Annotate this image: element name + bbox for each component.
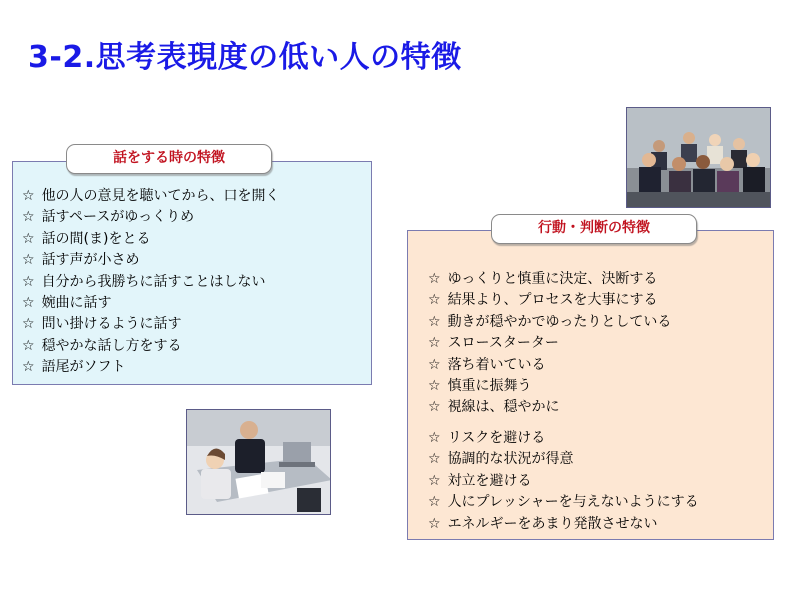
- talk-features-list: [22, 186, 280, 379]
- star-icon: ☆: [22, 273, 35, 290]
- star-icon: ☆: [22, 316, 35, 333]
- talk-features-heading: 話をする時の特徴: [66, 144, 272, 174]
- star-icon: ☆: [22, 188, 35, 204]
- list-item: ☆ 語尾がソフト: [22, 359, 126, 376]
- star-icon: ☆: [428, 271, 441, 287]
- star-icon: ☆: [22, 295, 35, 312]
- list-item: ☆ 人にプレッシャーを与えないようにする: [428, 494, 699, 511]
- list-item: ☆ 他の人の意見を聴いてから、口を開く: [22, 188, 280, 204]
- star-icon: ☆: [428, 451, 441, 468]
- star-icon: ☆: [428, 356, 441, 373]
- list-item: ☆ スロースターター: [428, 335, 559, 352]
- list-item: ☆ 結果より、プロセスを大事にする: [428, 292, 658, 309]
- list-item: ☆ 対立を避ける: [428, 472, 532, 489]
- list-item: ☆ 視線は、穏やかに: [428, 399, 560, 416]
- list-item: ☆ 協調的な状況が得意: [428, 451, 574, 468]
- star-icon: ☆: [428, 515, 441, 532]
- star-icon: ☆: [428, 378, 441, 395]
- list-item: ☆ 自分から我勝ちに話すことはしない: [22, 273, 266, 290]
- star-icon: ☆: [428, 399, 441, 416]
- star-icon: ☆: [22, 359, 35, 376]
- list-item: ☆ ゆっくりと慎重に決定、決断する: [428, 271, 658, 287]
- star-icon: ☆: [428, 292, 441, 309]
- action-features-heading: 行動・判断の特徴: [491, 214, 697, 244]
- list-item: ☆ 話の間(ま)をとる: [22, 230, 151, 247]
- star-icon: ☆: [22, 252, 35, 269]
- action-features-list-1: [428, 269, 671, 419]
- star-icon: ☆: [428, 494, 441, 511]
- star-icon: ☆: [428, 472, 441, 489]
- list-item: ☆ リスクを避ける: [428, 430, 546, 446]
- action-features-list-2: [428, 428, 699, 535]
- star-icon: ☆: [22, 230, 35, 247]
- list-item: ☆ 婉曲に話す: [22, 295, 112, 312]
- list-item: ☆ 動きが穏やかでゆったりとしている: [428, 313, 672, 330]
- office-meeting-photo: [186, 409, 331, 515]
- star-icon: ☆: [428, 313, 441, 330]
- page-title: 3-2.思考表現度の低い人の特徴: [28, 40, 462, 75]
- star-icon: ☆: [428, 335, 441, 352]
- list-item: ☆ 話す声が小さめ: [22, 252, 140, 269]
- list-item: ☆ 穏やかな話し方をする: [22, 337, 182, 354]
- list-item: ☆ 慎重に振舞う: [428, 378, 532, 395]
- star-icon: ☆: [22, 337, 35, 354]
- list-item: ☆ 問い掛けるように話す: [22, 316, 182, 333]
- star-icon: ☆: [428, 430, 441, 446]
- meeting-audience-photo: [626, 107, 771, 208]
- list-item: ☆ エネルギーをあまり発散させない: [428, 515, 658, 532]
- list-item: ☆ 話すペースがゆっくりめ: [22, 209, 195, 226]
- list-item: ☆ 落ち着いている: [428, 356, 546, 373]
- star-icon: ☆: [22, 209, 35, 226]
